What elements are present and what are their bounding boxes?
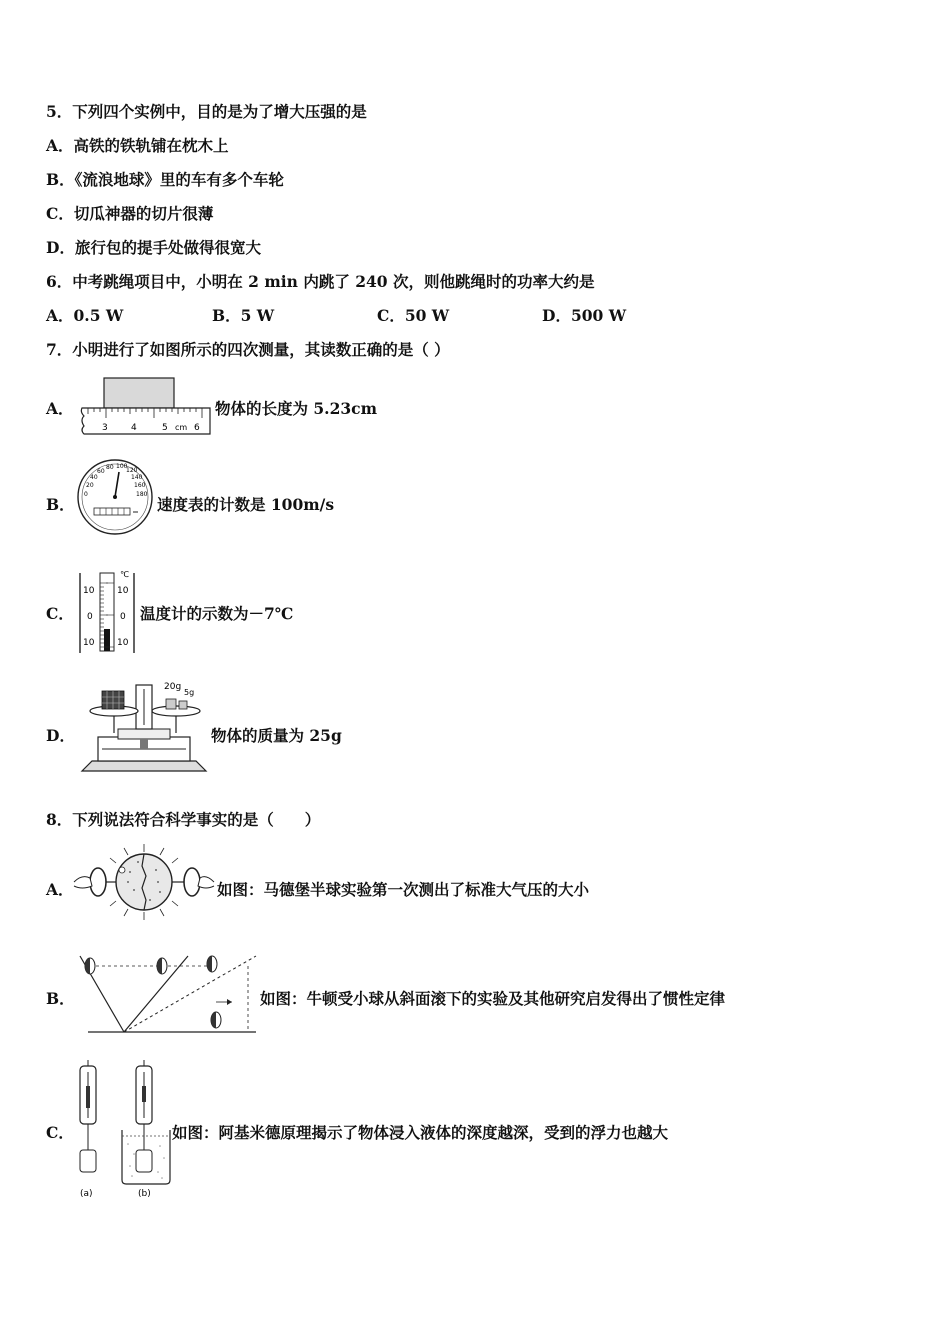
q8-option-a-label: A． — [46, 880, 74, 899]
q7-stem: 7．小明进行了如图所示的四次测量，其读数正确的是（ ） — [46, 340, 450, 359]
svg-text:10: 10 — [117, 586, 129, 596]
ruler-figure — [78, 374, 214, 440]
right-hand — [198, 877, 214, 888]
svg-text:40: 40 — [90, 474, 98, 481]
svg-text:0: 0 — [84, 491, 88, 498]
q7-option-c-text: 温度计的示数为－7℃ — [140, 604, 294, 623]
thermometer-figure — [78, 569, 138, 657]
q7-option-c-label: C． — [46, 604, 74, 623]
q6-stem: 6．中考跳绳项目中，小明在 2 min 内跳了 240 次，则他跳绳时的功率大约是 — [46, 272, 595, 291]
thermometer-unit: ℃ — [120, 570, 129, 579]
magdeburg-figure — [72, 842, 216, 922]
q7-option-b-label: B． — [46, 495, 75, 514]
inclined-plane-figure — [76, 954, 260, 1034]
ruler-tick-5: 5 — [162, 423, 168, 433]
svg-text:0: 0 — [87, 612, 93, 622]
spring-scale-figure — [74, 1058, 172, 1202]
ruler-tick-6: 6 — [194, 423, 200, 433]
q5-option-b: B．《流浪地球》里的车有多个车轮 — [46, 170, 284, 189]
object-b — [136, 1150, 152, 1172]
svg-text:140: 140 — [131, 474, 143, 481]
svg-text:20: 20 — [86, 482, 94, 489]
weight-label-5g: 5g — [184, 688, 195, 697]
ruler-unit: cm — [175, 423, 188, 432]
right-slope-gentle — [124, 956, 256, 1032]
q7-option-d-label: D． — [46, 726, 75, 745]
q6-option-d: D．500 W — [542, 306, 627, 325]
svg-text:10: 10 — [83, 638, 95, 648]
q6-option-b: B．5 W — [212, 306, 275, 325]
weight-5g — [179, 701, 187, 709]
ruler-tick-3: 3 — [102, 423, 108, 433]
ruler-body — [81, 408, 210, 434]
ruler-tick-4: 4 — [131, 423, 137, 433]
object-a — [80, 1150, 96, 1172]
svg-text:80: 80 — [106, 464, 114, 471]
weight-label-20g: 20g — [164, 682, 182, 692]
q7-option-a-text: 物体的长度为 5.23cm — [215, 399, 377, 418]
svg-text:160: 160 — [134, 482, 146, 489]
q5-option-d: D．旅行包的提手处做得很宽大 — [46, 238, 261, 257]
q5-option-c: C．切瓜神器的切片很薄 — [46, 204, 214, 223]
left-hand — [74, 877, 92, 888]
balance-base — [82, 761, 206, 771]
svg-text:0: 0 — [120, 612, 126, 622]
q8-option-c-label: C． — [46, 1123, 74, 1142]
svg-text:60: 60 — [97, 468, 105, 475]
svg-text:120: 120 — [126, 467, 138, 474]
svg-text:10: 10 — [83, 586, 95, 596]
q8-stem: 8．下列说法符合科学事实的是（ ） — [46, 810, 321, 829]
q8-option-b-label: B． — [46, 989, 75, 1008]
weight-20g — [166, 699, 176, 709]
q5-stem: 5．下列四个实例中，目的是为了增大压强的是 — [46, 102, 367, 121]
svg-text:10: 10 — [117, 638, 129, 648]
q6-option-c: C．50 W — [377, 306, 450, 325]
q7-option-d-text: 物体的质量为 25g — [211, 726, 342, 745]
right-slope-steep — [124, 956, 188, 1032]
q8-option-b-text: 如图：牛顿受小球从斜面滚下的实验及其他研究启发得出了惯性定律 — [260, 989, 726, 1008]
thermometer-liquid — [104, 629, 110, 651]
sub-label-a: (a) — [80, 1189, 93, 1199]
left-ring — [90, 868, 106, 896]
right-ring — [184, 868, 200, 896]
speedometer-figure — [76, 458, 156, 538]
q6-option-a: A．0.5 W — [46, 306, 124, 325]
q5-option-a: A．高铁的铁轨铺在枕木上 — [46, 136, 229, 155]
balance-figure — [78, 677, 210, 775]
measured-block — [104, 378, 174, 408]
q8-option-c-text: 如图：阿基米德原理揭示了物体浸入液体的深度越深，受到的浮力也越大 — [172, 1123, 669, 1142]
svg-text:100: 100 — [116, 463, 128, 470]
sub-label-b: (b) — [138, 1189, 151, 1199]
q7-option-a-label: A． — [46, 399, 74, 418]
svg-text:180: 180 — [136, 491, 148, 498]
q8-option-a-text: 如图：马德堡半球实验第一次测出了标准大气压的大小 — [217, 880, 590, 899]
q7-option-b-text: 速度表的计数是 100m/s — [157, 495, 335, 514]
